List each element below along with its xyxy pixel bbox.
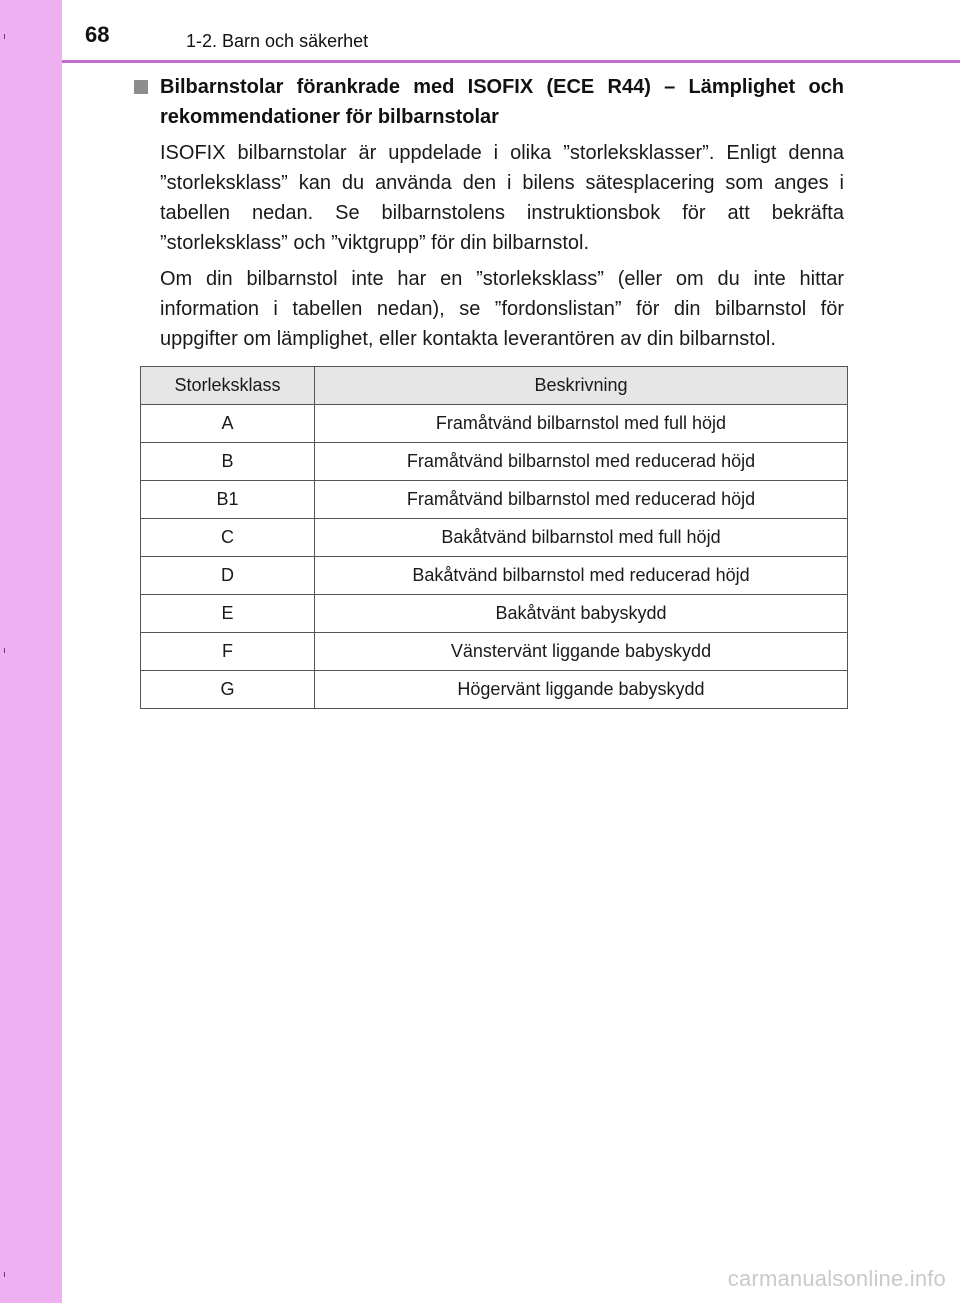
description-cell: Vänstervänt liggande babyskydd	[315, 633, 848, 671]
table-row	[141, 405, 848, 443]
description-cell: Bakåtvänd bilbarnstol med reducerad höjd	[315, 557, 848, 595]
description-cell: Framåtvänd bilbarnstol med full höjd	[315, 405, 848, 443]
chapter-title: 1-2. Barn och säkerhet	[186, 31, 369, 51]
page-number: 68	[85, 22, 110, 47]
side-color-band	[0, 0, 62, 1303]
size-class-cell: C	[141, 519, 315, 557]
description-cell: Bakåtvänt babyskydd	[315, 595, 848, 633]
size-class-cell: D	[141, 557, 315, 595]
table-row	[141, 633, 848, 671]
description-cell: Framåtvänd bilbarnstol med reducerad höjd	[315, 443, 848, 481]
description-cell: Framåtvänd bilbarnstol med reducerad höjd	[315, 481, 848, 519]
size-class-table	[140, 366, 848, 709]
crop-mark	[4, 648, 5, 653]
body-paragraph: Om din bilbarnstol inte har en ”storleksklass” (eller om du inte hittar information i tabellen nedan), se ”fordonslistan” för din bilbarnstol för uppgifter om lämplighet, eller kontakta leverantören av din bilbarnstol.	[160, 268, 844, 350]
body-paragraph: ISOFIX bilbarnstolar är uppdelade i olika ”storleksklasser”. Enligt denna ”storleksklass” kan du använda den i bilens sätesplacering som anges i tabellen nedan. Se bilbarnstolens instruktionsbok för att bekräfta ”storleksklass” och ”viktgrupp” för din bilbarnstol.	[160, 142, 844, 254]
size-class-cell: A	[141, 405, 315, 443]
table-row	[141, 481, 848, 519]
site-watermark: carmanualsonline.info	[727, 1266, 946, 1291]
size-class-cell: F	[141, 633, 315, 671]
crop-mark	[4, 34, 5, 39]
description-cell: Bakåtvänd bilbarnstol med full höjd	[315, 519, 848, 557]
description-cell: Högervänt liggande babyskydd	[315, 671, 848, 709]
section-heading-text: Bilbarnstolar förankrade med ISOFIX (ECE R44) – Lämplighet och rekommendationer för bilbarnstolar	[160, 76, 844, 128]
size-class-cell: E	[141, 595, 315, 633]
size-class-cell: G	[141, 671, 315, 709]
square-bullet-icon	[134, 80, 148, 94]
table-header-row	[141, 367, 848, 405]
table-row	[141, 519, 848, 557]
table-row	[141, 443, 848, 481]
crop-mark	[4, 1272, 5, 1277]
section-heading	[132, 72, 844, 132]
table-row	[141, 595, 848, 633]
header-divider	[62, 60, 960, 63]
size-class-cell: B1	[141, 481, 315, 519]
size-class-cell: B	[141, 443, 315, 481]
table-row	[141, 671, 848, 709]
column-header-size-class: Storleksklass	[141, 367, 315, 405]
column-header-description: Beskrivning	[315, 367, 848, 405]
table-row	[141, 557, 848, 595]
isofix-section	[132, 72, 844, 354]
